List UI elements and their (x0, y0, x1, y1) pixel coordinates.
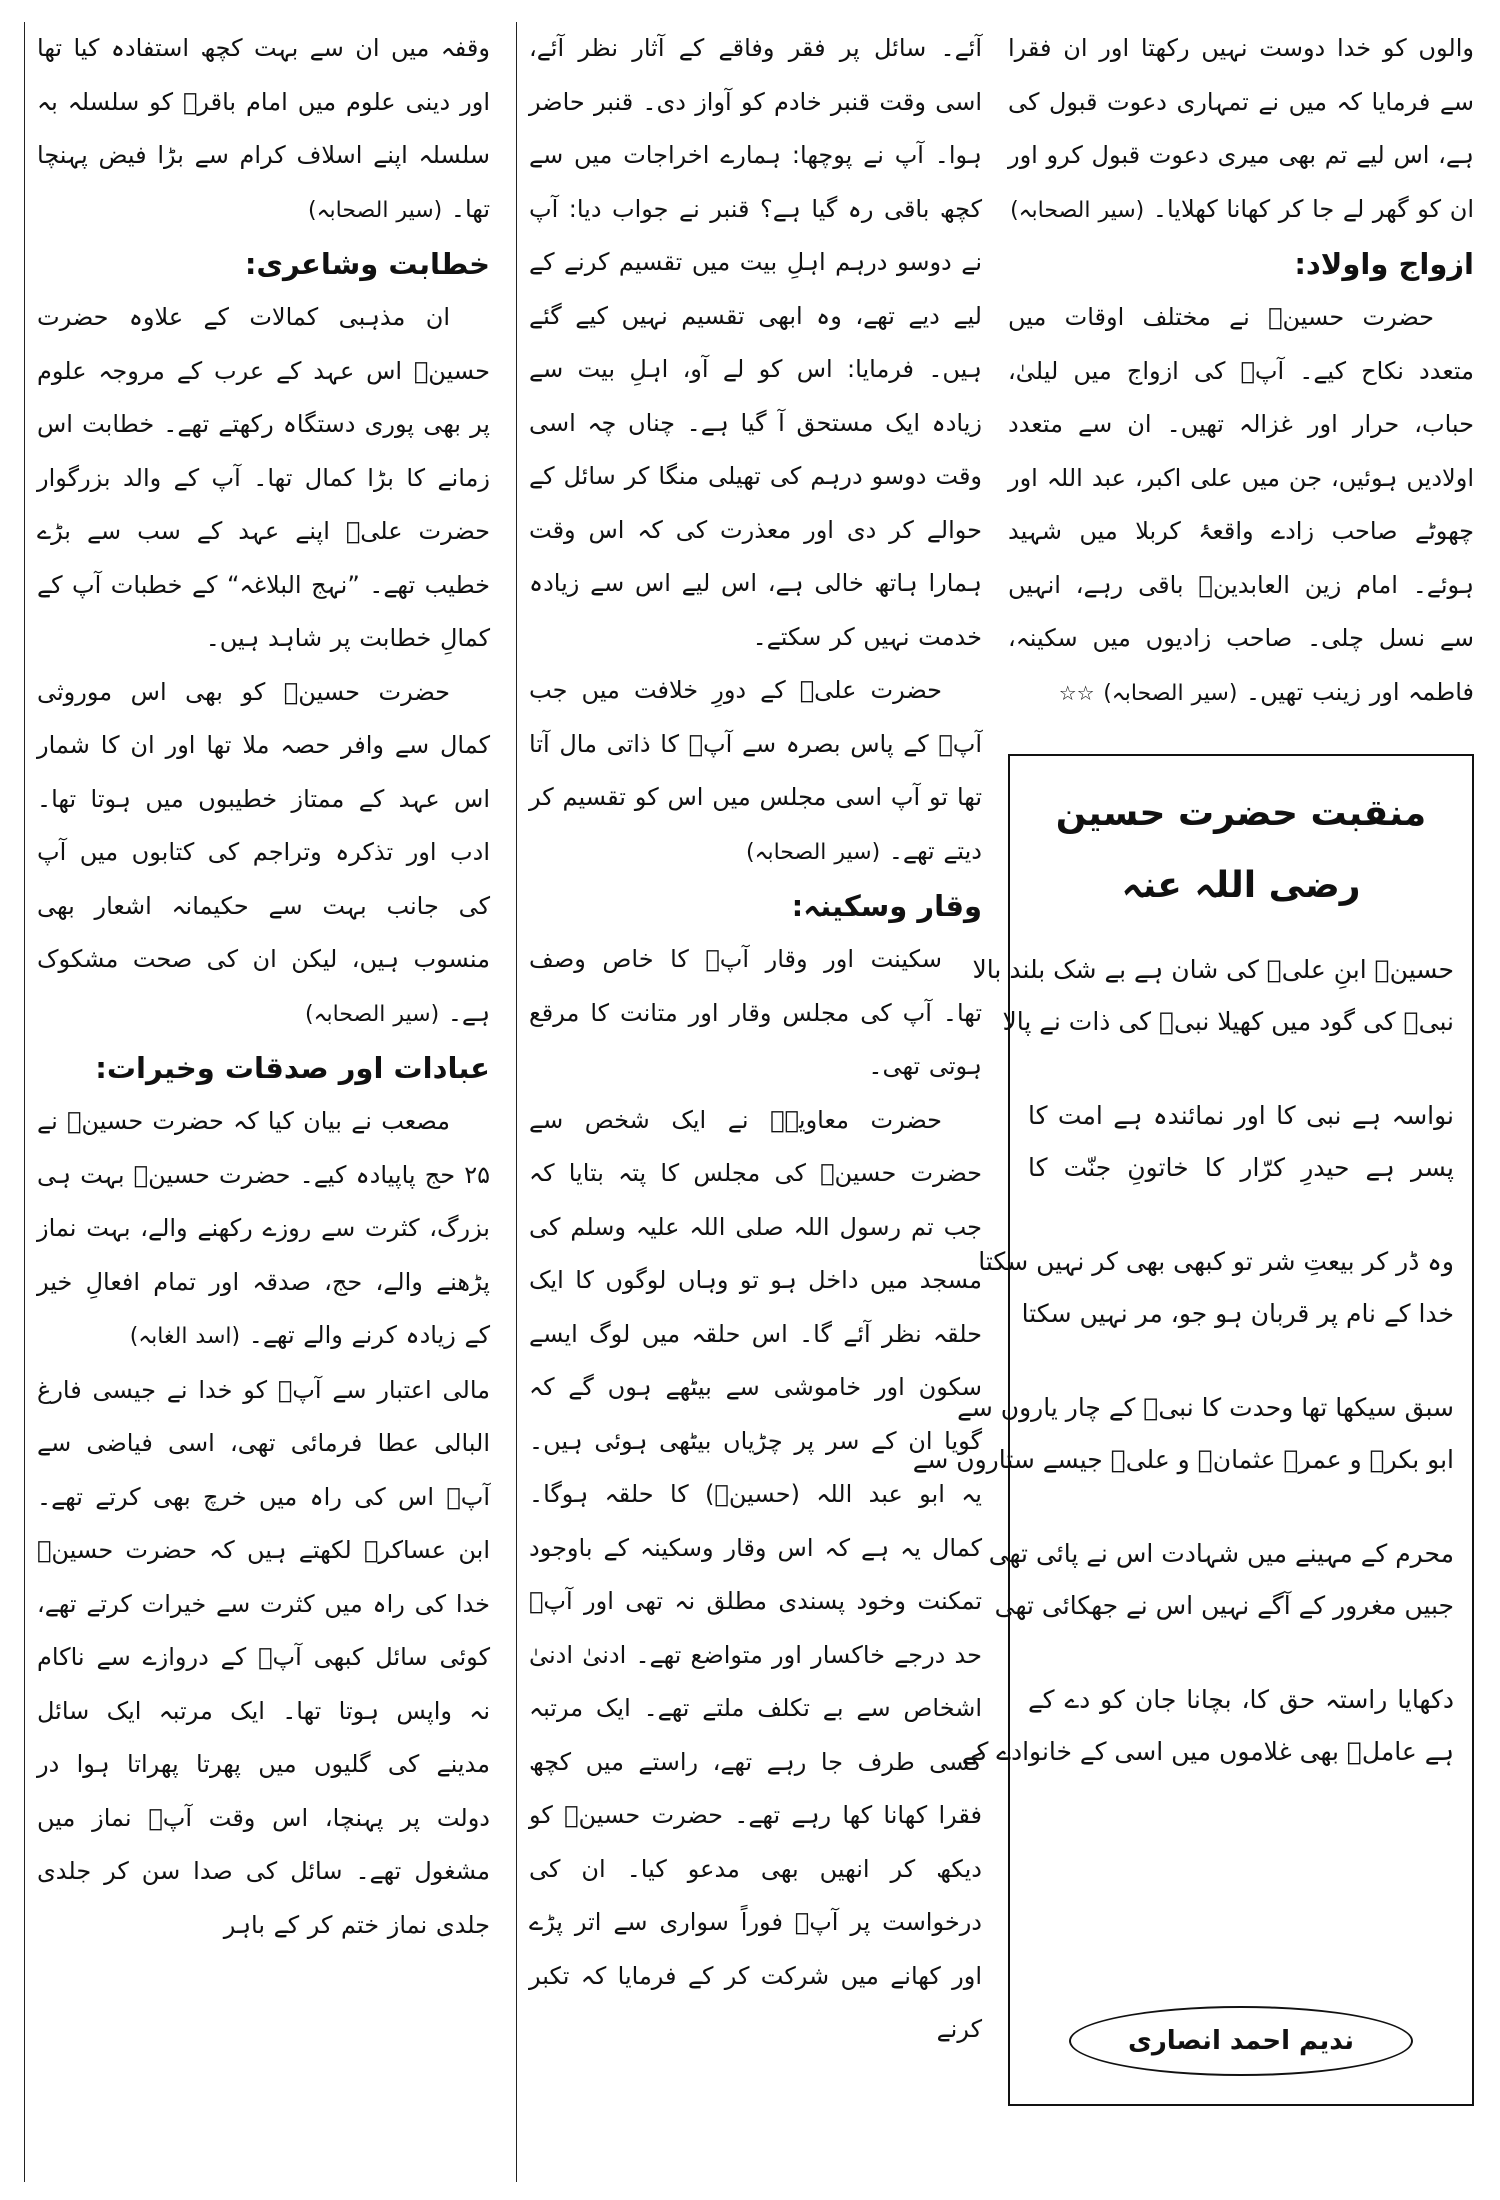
paragraph (1008, 22, 1474, 237)
section-heading: وقار وسکینہ: (791, 889, 982, 923)
poem-stanza (978, 1236, 1454, 1340)
poem-title: منقبت حضرت حسین رضی اللہ عنہ (1055, 793, 1427, 906)
paragraph-text: والوں کو خدا دوست نہیں رکھتا اور ان فقرا سے فرمایا کہ میں نے تمہاری دعوت قبول کی ہے، اس لیے تم بھی میری دعوت قبول کرو اور ان کو گھر لے جا کر کھانا کھلایا۔ (1008, 34, 1474, 223)
poem-stanza (1028, 1090, 1454, 1194)
paragraph: ان مذہبی کمالات کے علاوہ حضرت حسینؓ اس عہد کے عرب کے مروجہ علوم پر بھی پوری دستگاہ رکھتے تھے۔ خطابت اس زمانے کا بڑا کمال تھا۔ آپ کے والد بزرگوار حضرت علیؓ اپنے عہد کے سب سے بڑے خطیب تھے۔ ”نہج البلاغہ“ کے خطبات آپ کے کمالِ خطابت پر شاہد ہیں۔ (37, 303, 490, 652)
poem-stanza (988, 1528, 1454, 1632)
paragraph (37, 22, 490, 237)
paragraph: آئے۔ سائل پر فقر وفاقے کے آثار نظر آئے، اسی وقت قنبر خادم کو آواز دی۔ قنبر حاضر ہوا۔ آپ نے پوچھا: ہمارے اخراجات میں سے کچھ باقی رہ گیا ہے؟ قنبر نے جواب دیا: آپ نے دوسو درہم اہلِ بیت میں تقسیم کرنے کے لیے دیے تھے، وہ ابھی تقسیم نہیں کیے گئے ہیں۔ فرمایا: اس کو لے آو، اہلِ بیت سے زیادہ ایک مستحق آ گیا ہے۔ چناں چہ اسی وقت دوسو درہم کی تھیلی منگا کر سائل کے حوالے کر دی اور معذرت کی کہ اس وقت ہمارا ہاتھ خالی ہے، اس لیے اس سے زیادہ خدمت نہیں کر سکتے۔ (529, 34, 982, 651)
left-column (912, 22, 1474, 2182)
right-column (24, 22, 490, 2182)
paragraph-text: وقفہ میں ان سے بہت کچھ استفادہ کیا تھا اور دینی علوم میں امام باقرؒ کو سلسلہ بہ سلسلہ اپنے اسلاف کرام سے بڑا فیض پہنچا تھا۔ (37, 34, 490, 223)
paragraph (37, 666, 490, 1042)
paragraph: مالی اعتبار سے آپؓ کو خدا نے جیسی فارغ البالی عطا فرمائی تھی، اسی فیاضی سے آپؓ اس کی راہ میں خرچ بھی کرتے تھے۔ ابن عساکرؒ لکھتے ہیں کہ حضرت حسینؓ خدا کی راہ میں کثرت سے خیرات کرتے تھے، کوئی سائل کبھی آپؓ کے دروازے سے ناکام نہ واپس ہوتا تھا۔ ایک مرتبہ ایک سائل مدینے کی گلیوں میں پھرتا پھراتا ہوا در دولت پر پہنچا، اس وقت آپؓ نماز میں مشغول تھے۔ سائل کی صدا سن کر جلدی جلدی نماز ختم کر کے باہر (37, 1375, 490, 1939)
end-stars-icon: ☆☆ (1058, 680, 1095, 705)
reference: (سیر الصحابہ) (746, 839, 881, 865)
poem-verse: سبق سیکھا تھا وحدت کا نبیؐ کے چار یاروں سے (957, 1393, 1454, 1422)
section-heading: عبادات اور صدقات وخیرات: (95, 1051, 490, 1085)
poem-verse: نواسہ ہے نبی کا اور نمائندہ ہے امت کا (1028, 1101, 1454, 1130)
paragraph-text: حضرت حسینؓ کو بھی اس موروثی کمال سے وافر حصہ ملا تھا اور ان کا شمار اس عہد کے ممتاز خطیبوں میں ہوتا تھا۔ ادب اور تذکرہ وتراجم کی کتابوں میں آپ کی جانب بہت سے حکیمانہ اشعار بھی منسوب ہیں، لیکن ان کی صحت مشکوک ہے۔ (37, 677, 490, 1027)
poem-verse: وہ ڈر کر بیعتِ شر تو کبھی بھی کر نہیں سکتا (978, 1247, 1454, 1276)
reference: (سیر الصحابہ) (1103, 680, 1238, 706)
poem-author: ندیم احمد انصاری (1069, 2006, 1413, 2076)
paragraph: سکینت اور وقار آپؓ کا خاص وصف تھا۔ آپ کی مجلس وقار اور متانت کا مرقع ہوتی تھی۔ (529, 945, 982, 1080)
poem-verse: ابو بکرؓ و عمرؓ عثمانؓ و علیؓ جیسے ستاروں سے (912, 1445, 1454, 1474)
poem-verse: پسر ہے حیدرِ کرّار کا خاتونِ جنّت کا (1028, 1153, 1454, 1182)
poem-verse: جبیں مغرور کے آگے نہیں اس نے جھکائی تھی (994, 1591, 1454, 1620)
section-heading: خطابت وشاعری: (244, 247, 490, 281)
poem-verse: ہے عاملؔ بھی غلاموں میں اسی کے خانوادے کے (961, 1737, 1454, 1766)
paragraph (1008, 291, 1474, 720)
poem-verse: خدا کے نام پر قربان ہو جو، مر نہیں سکتا (1021, 1299, 1454, 1328)
paragraph-text: حضرت علیؓ کے دورِ خلافت میں جب آپؓ کے پاس بصرہ سے آپؓ کا ذاتی مال آتا تھا تو آپ اسی مجلس میں اس کو تقسیم کر دیتے تھے۔ (529, 676, 982, 865)
poem-verse: نبیؐ کی گود میں کھیلا نبیؐ کی ذات نے پالا (1002, 1007, 1454, 1036)
poem-box (912, 754, 1474, 2106)
reference: (سیر الصحابہ) (308, 197, 443, 223)
paragraph: حضرت معاویہؓ نے ایک شخص سے حضرت حسینؓ کی مجلس کا پتہ بتایا کہ جب تم رسول اللہ صلی اللہ علیہ وسلم کی مسجد میں داخل ہو تو وہاں لوگوں کا ایک حلقہ نظر آئے گا۔ اس حلقہ میں لوگ ایسے سکون اور خاموشی سے بیٹھے ہوں گے کہ گویا ان کے سر پر چڑیاں بیٹھی ہوئی ہیں۔ یہ ابو عبد اللہ (حسینؓ) کا حلقہ ہوگا۔ کمال یہ ہے کہ اس وقار وسکینہ کے باوجود تمکنت وخود پسندی مطلق نہ تھی اور آپؓ حد درجے خاکسار اور متواضع تھے۔ ادنیٰ ادنیٰ اشخاص سے بے تکلف ملتے تھے۔ ایک مرتبہ کسی طرف جا رہے تھے، راستے میں کچھ فقرا کھانا کھا رہے تھے۔ حضرت حسینؓ کو دیکھ کر انھیں بھی مدعو کیا۔ ان کی درخواست پر آپؓ فوراً سواری سے اتر پڑے اور کھانے میں شرکت کر کے فرمایا کہ تکبر کرنے (529, 1105, 982, 2043)
reference: (سیر الصحابہ) (1010, 197, 1145, 223)
poem-verse: محرم کے مہینے میں شہادت اس نے پائی تھی (988, 1539, 1454, 1568)
middle-column (516, 22, 982, 2182)
poem-verse: دکھایا راستہ حق کا، بچانا جان کو دے کے (1028, 1685, 1454, 1714)
poem-stanza (912, 1382, 1454, 1486)
reference: (سیر الصحابہ) (304, 1001, 440, 1027)
poem-stanza (972, 944, 1454, 1048)
paragraph (37, 1095, 490, 1364)
poem-verse: حسینؓ ابنِ علیؓ کی شان ہے بے شک بلند بالا (972, 955, 1454, 984)
paragraph-text: مصعب نے بیان کیا کہ حضرت حسینؓ نے ۲۵ حج پاپیادہ کیے۔ حضرت حسینؓ بہت ہی بزرگ، کثرت سے روزے رکھنے والے، بہت نماز پڑھنے والے، حج، صدقہ اور تمام افعالِ خیر کے زیادہ کرنے والے تھے۔ (37, 1107, 490, 1349)
poem-stanza (961, 1674, 1454, 1778)
section-heading: ازواج واولاد: (1294, 247, 1474, 281)
reference: (اسد الغابہ) (129, 1324, 241, 1349)
paragraph-text: حضرت حسینؓ نے مختلف اوقات میں متعدد نکاح کیے۔ آپؓ کی ازواج میں لیلیٰ، حباب، حرار اور غزالہ تھیں۔ ان سے متعدد اولادیں ہوئیں، جن میں علی اکبر، عبد اللہ اور چھوٹے صاحب زادے واقعۂ کربلا میں شہید ہوئے۔ امام زین العابدینؒ باقی رہے، انہیں سے نسل چلی۔ صاحب زادیوں میں سکینہ، فاطمہ اور زینب تھیں۔ (1008, 303, 1474, 706)
paragraph (529, 664, 982, 879)
